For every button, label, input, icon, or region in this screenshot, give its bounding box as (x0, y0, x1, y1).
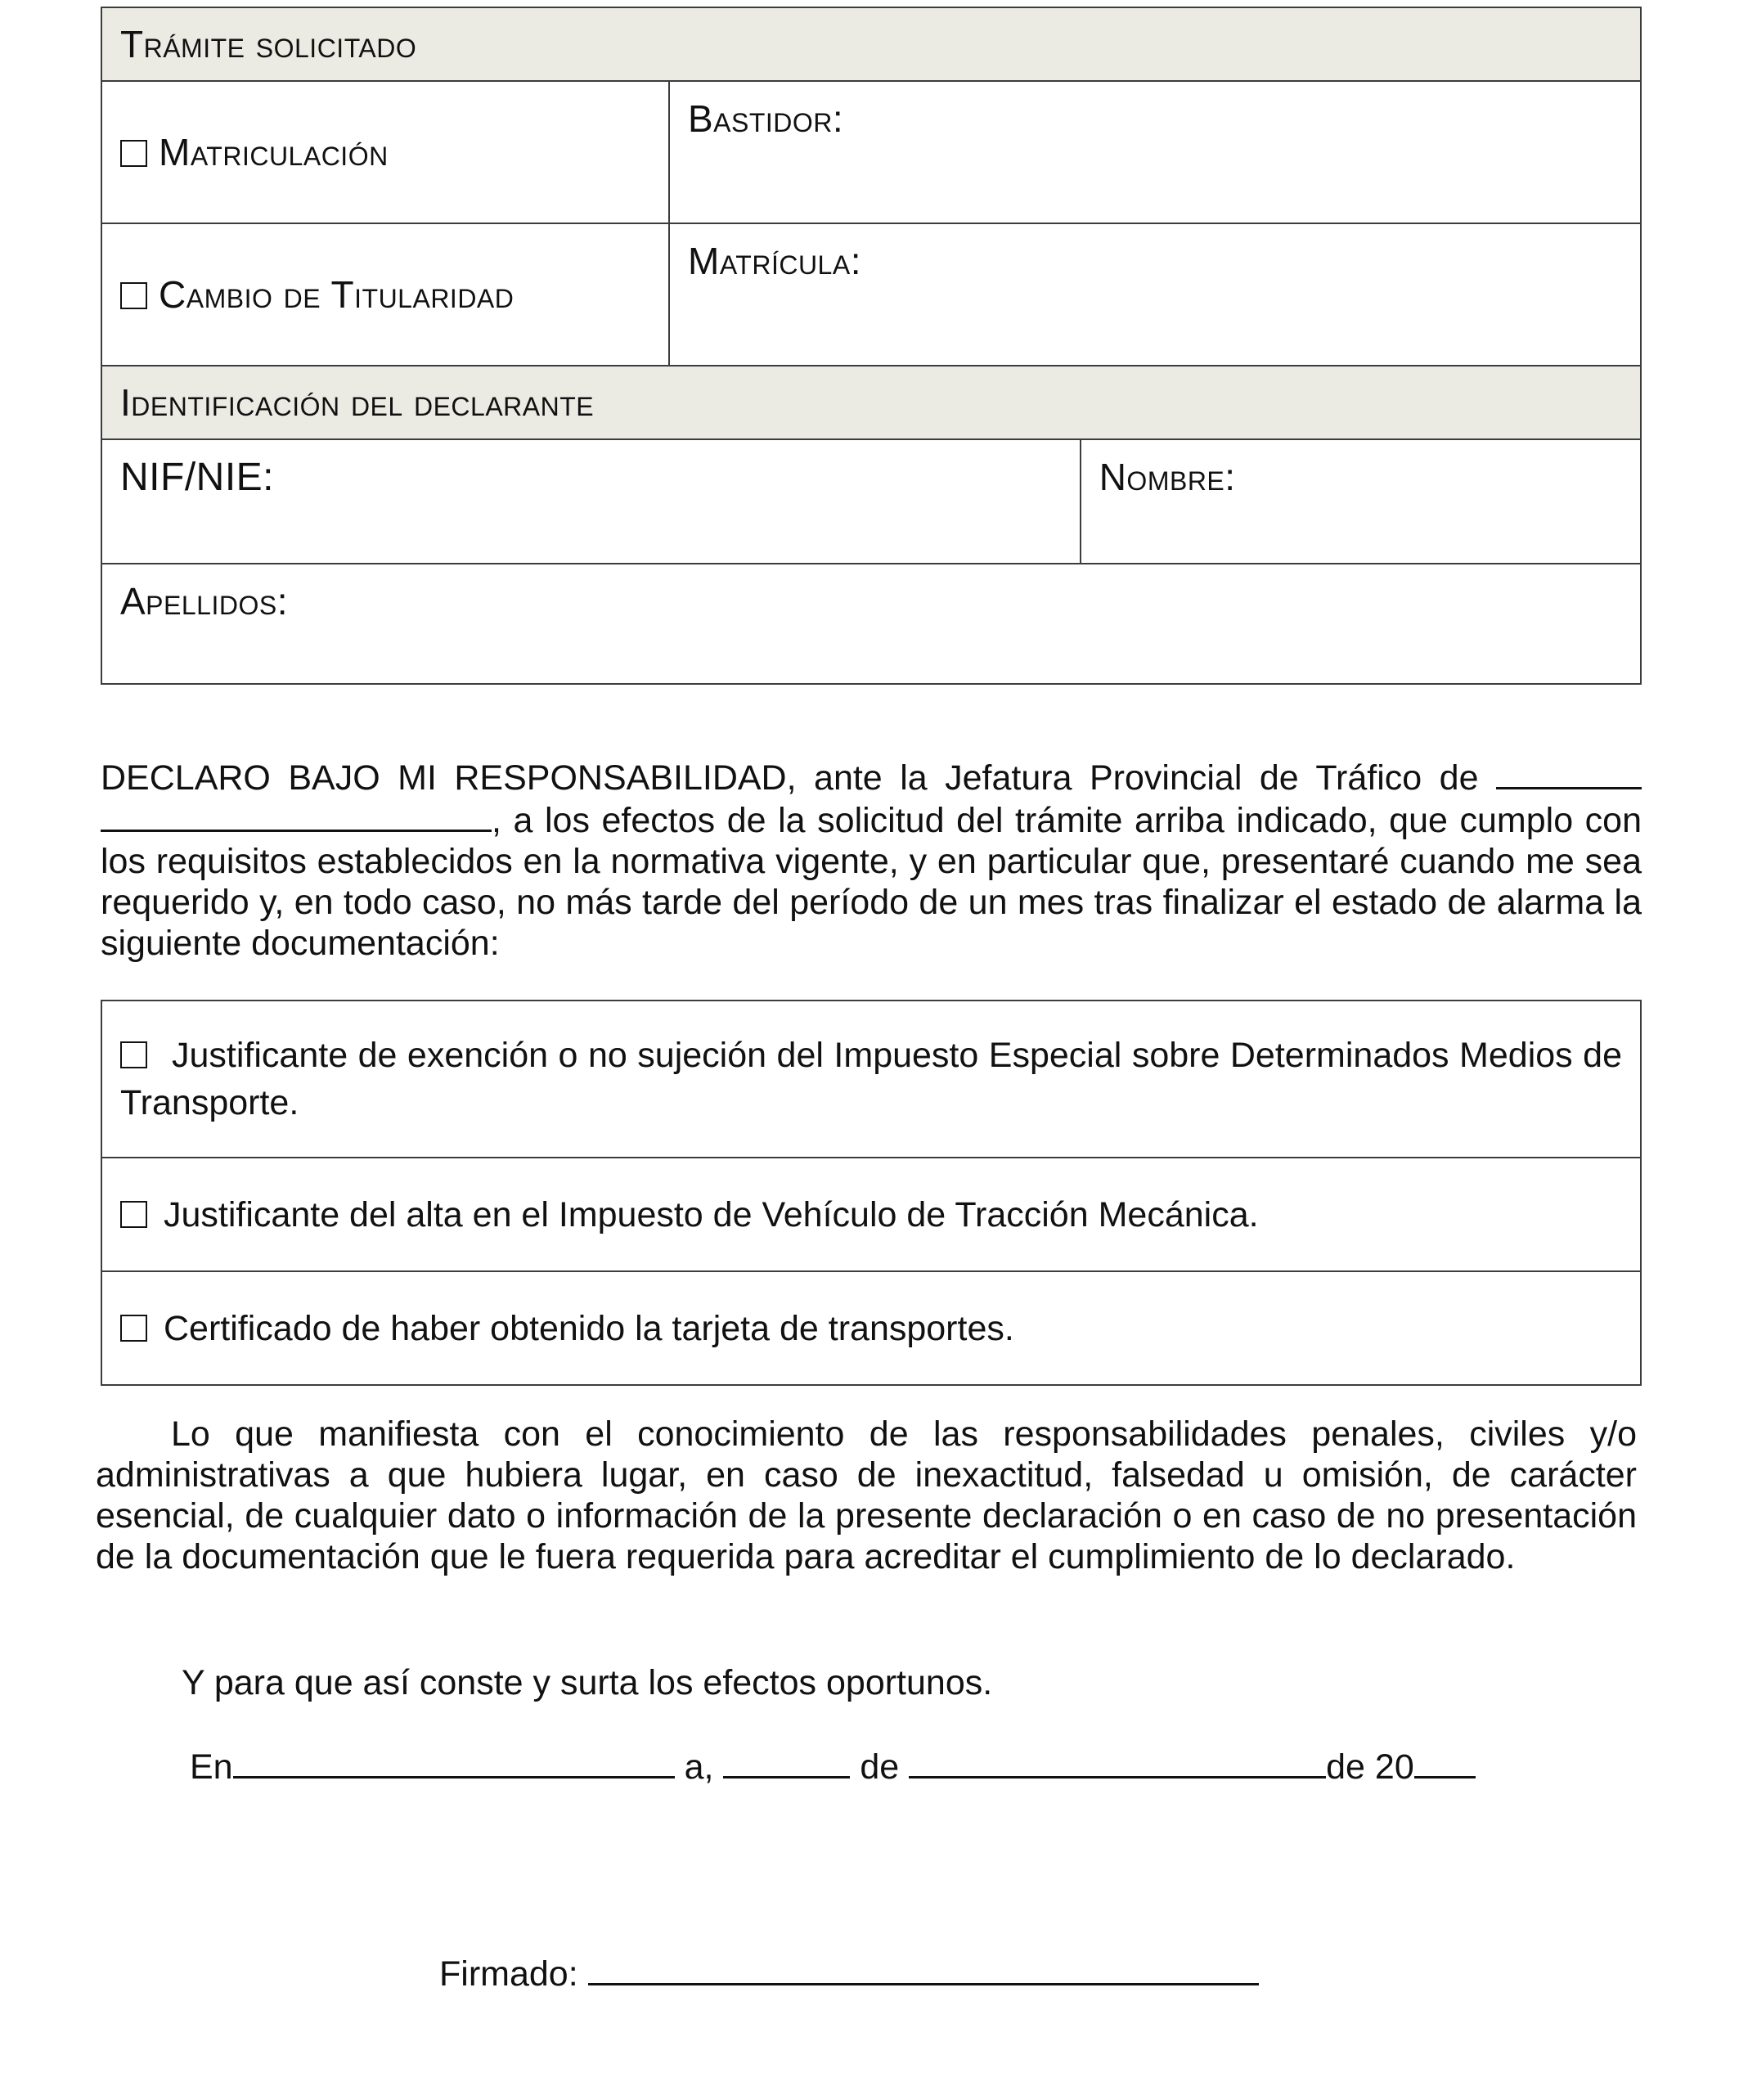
matricula-label: Matrícula: (688, 240, 861, 282)
checkbox-icon[interactable] (120, 1201, 147, 1228)
section-declarante-title: Identificación del declarante (120, 381, 595, 424)
manifest-paragraph: Lo que manifiesta con el conocimiento de las responsabilidades penales, civiles y/o administrativas a que hubiera lugar, en caso de inexactitud, falsedad u omisión, de carácter esencial, de cualquier dato o información de la presente declaración o en caso de no presentación de la documentación que le fuera requerida para acreditar el cumplimiento de lo declarado. (96, 1414, 1637, 1576)
section-tramite-header (101, 7, 1641, 81)
matricula-field[interactable] (669, 223, 1641, 366)
signature-blank-line[interactable] (588, 1952, 1259, 1985)
nombre-field[interactable] (1081, 439, 1641, 564)
document-item-1-label: Justificante de exención o no sujeción del Impuesto Especial sobre Determinados Medios de Transporte. (120, 1036, 1622, 1122)
document-item-3[interactable] (101, 1271, 1641, 1385)
year-blank-line[interactable] (1414, 1745, 1476, 1778)
matriculacion-label: Matriculación (159, 131, 389, 173)
day-blank-line[interactable] (723, 1745, 850, 1778)
section-tramite-title: Trámite solicitado (120, 23, 417, 65)
apellidos-label: Apellidos: (120, 580, 288, 623)
document-item-3-label: Certificado de haber obtenido la tarjeta de transportes. (164, 1308, 1014, 1348)
apellidos-field[interactable] (101, 564, 1641, 684)
declaration-part2: , a los efectos de la solicitud del trámite arriba indicado, que cumplo con los requisitos establecidos en la normativa vigente, y en particular que, presentaré cuando me sea requerido y, en todo caso, no más tarde del período de un mes tras finalizar el estado de alarma la siguiente documentación: (101, 801, 1642, 963)
document-item-1[interactable] (101, 1001, 1641, 1158)
checkbox-icon[interactable] (120, 282, 147, 309)
place-date-line (190, 1745, 1476, 1787)
a-label: a, (684, 1747, 714, 1787)
month-blank-line[interactable] (909, 1745, 1326, 1778)
document-item-2[interactable] (101, 1158, 1641, 1271)
place-blank-line[interactable] (233, 1745, 675, 1778)
nif-field[interactable] (101, 439, 1081, 564)
en-label: En (190, 1747, 233, 1787)
bastidor-label: Bastidor: (688, 97, 844, 140)
section-declarante-header (101, 366, 1641, 439)
year-label: de 20 (1326, 1747, 1414, 1787)
request-form-table (101, 7, 1642, 685)
signature-line (439, 1952, 1259, 1994)
closing-text: Y para que así conste y surta los efectos oportunos. (182, 1663, 993, 1702)
cambio-titularidad-option-cell[interactable] (101, 223, 669, 366)
matriculacion-option-cell[interactable] (101, 81, 669, 223)
checkbox-icon[interactable] (120, 1315, 147, 1342)
jefatura-blank-line[interactable] (1496, 756, 1642, 789)
checkbox-icon[interactable] (120, 140, 147, 167)
jefatura-blank-line-2[interactable] (101, 798, 492, 832)
nif-label: NIF/NIE: (120, 456, 275, 499)
document-item-2-label: Justificante del alta en el Impuesto de Vehículo de Tracción Mecánica. (164, 1194, 1259, 1234)
signature-label: Firmado: (439, 1954, 578, 1994)
de-label: de (860, 1747, 900, 1787)
checkbox-icon[interactable] (120, 1041, 147, 1068)
cambio-titularidad-label: Cambio de Titularidad (159, 273, 515, 316)
declaration-paragraph (101, 756, 1642, 964)
declaration-part1: DECLARO BAJO MI RESPONSABILIDAD, ante la Jefatura Provincial de Tráfico de (101, 758, 1479, 798)
bastidor-field[interactable] (669, 81, 1641, 223)
documents-table (101, 1000, 1642, 1386)
nombre-label: Nombre: (1099, 456, 1236, 498)
